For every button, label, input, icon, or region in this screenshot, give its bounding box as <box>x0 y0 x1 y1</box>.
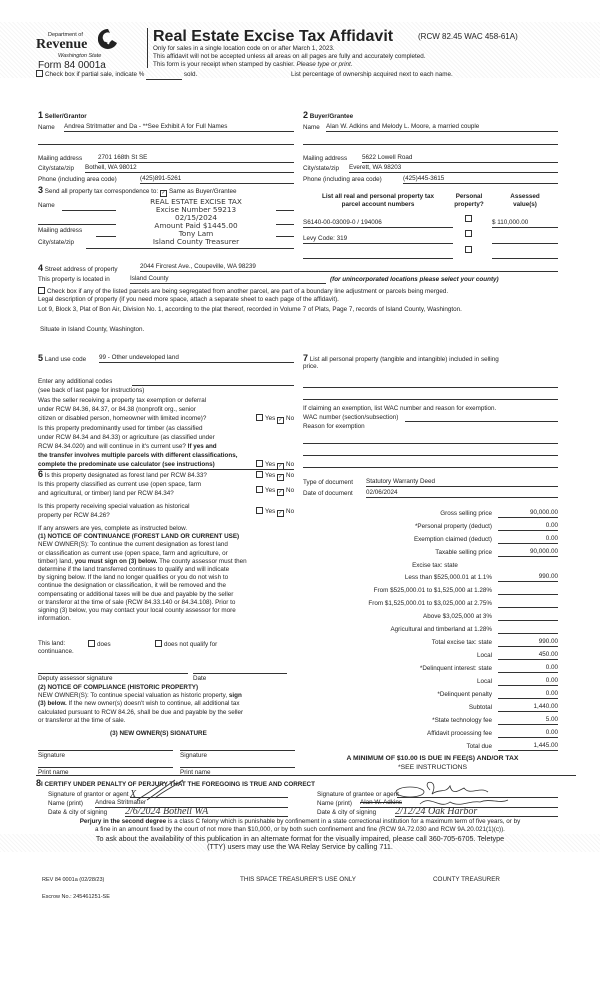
q1-yes-checkbox[interactable] <box>256 414 263 421</box>
current-use-no-checkbox[interactable]: ✓ <box>278 489 283 495</box>
no-label: No <box>286 461 295 468</box>
section-title: Buyer/Grantee <box>309 113 354 120</box>
personal-property-checkbox[interactable] <box>465 246 472 253</box>
question-text: complete the predominate use calculator (see instructions) <box>38 460 294 470</box>
does-not-label: does not qualify for <box>164 641 218 648</box>
partial-sale-row <box>36 70 197 80</box>
seller-city-field[interactable]: Bothell, WA 98012 <box>85 164 294 173</box>
buyer-mail-field[interactable]: 5622 Lowell Road <box>362 154 558 163</box>
legal-description-label: Legal description of property (if you need more space, attach a separate sheet to each page of the affidavit). <box>38 296 339 303</box>
section-number: 8 <box>36 778 42 788</box>
calc-label: Exemption claimed (deduct) <box>413 536 492 543</box>
revenue-logo-text: Revenue <box>36 37 88 52</box>
segregated-checkbox[interactable] <box>38 287 45 294</box>
calc-label: From $1,525,000.01 to $3,025,000 at 2.75% <box>368 600 492 607</box>
print-name-line[interactable] <box>38 767 173 768</box>
dept-label: Department of <box>48 32 83 38</box>
calc-value-field[interactable] <box>498 625 558 634</box>
does-not-qualify-checkbox[interactable] <box>155 640 162 647</box>
calc-label: *State technology fee <box>432 717 492 724</box>
accessibility-note: To ask about the availability of this publication in an alternate format for the visually impaired, please call 360-705-6705. Teletype <box>95 834 505 843</box>
additional-codes-field[interactable] <box>132 377 294 386</box>
revision-label: REV 84 0001a (02/28/23) <box>42 877 105 883</box>
calc-label: Total excise tax: state <box>431 639 492 646</box>
notice-of-compliance: (2) NOTICE OF COMPLIANCE (HISTORIC PROPERTY) NEW OWNER(S): To continue special valuation as historic property, sign (3) below. If the new owner(s) doesn't wish to continue, all additional tax calculated pursuant to RCW 84.26, shall be due and payable by the seller or transferor at the time of sale. <box>38 684 244 724</box>
calc-value-field[interactable]: 0.00 <box>498 664 558 673</box>
reason-field[interactable] <box>303 447 558 456</box>
date-city-label: Date & city of signing <box>317 809 377 816</box>
personal-property-label: List all personal property (tangible and intangible) included in selling <box>309 356 499 363</box>
deputy-date-line[interactable] <box>193 673 287 674</box>
legal-description-text[interactable]: Situate in Island County, Washington. <box>40 326 145 333</box>
reason-field[interactable] <box>303 459 558 468</box>
personal-property-label: price. <box>303 363 319 370</box>
notice-of-continuance: If any answers are yes, complete as instructed below. (1) NOTICE OF CONTINUANCE (FOREST LAND OR CURRENT USE) NEW OWNER(S): To continue the current designation as forest land or classification as current use (open space, farm and agriculture, or timber) land, you must sign on (3) below. The county assessor must then determine if the land transferred continues to qualify and will indicate by signing below. If the land no longer qualifies or you do not wish to continue the designation or classification, it will be removed and the compensating or additional taxes will be due and payable by the seller or transferor at the time of sale (RCW 84.33.140 or 84.34.108). Prior to signing (3) below, you may contact your local county assessor for more information. <box>38 525 247 623</box>
legal-description-text[interactable]: Lot 9, Block 3, Plat of Bon Air, Division No. 1, according to the plat thereof, recorded in Volume 7 of Plats, Page 7, records of Island County, Washington. <box>38 306 462 313</box>
certify-title: I CERTIFY UNDER PENALTY OF PERJURY THAT THE FOREGOING IS TRUE AND CORRECT <box>41 781 315 788</box>
calc-label: Total due <box>466 743 492 750</box>
buyer-name-label: Name <box>303 124 320 131</box>
partial-percent-field[interactable] <box>146 71 182 80</box>
yes-label: Yes <box>265 472 276 479</box>
calc-label: Agricultural and timberland at 1.28% <box>390 626 492 633</box>
print-name-line[interactable] <box>180 767 295 768</box>
doc-type-field[interactable]: Statutory Warranty Deed <box>366 478 558 487</box>
doc-date-field[interactable]: 02/06/2024 <box>366 489 558 498</box>
buyer-name-field-2[interactable] <box>303 136 558 145</box>
section-number: 1 <box>38 110 44 120</box>
continuance-label: continuance. <box>38 648 74 655</box>
calc-label: Less than $525,000.01 at 1.1% <box>404 574 492 581</box>
segregated-label: Check box if any of the listed parcels are being segregated from another parcel, are part of a boundary line adjustment or parcels being merged. <box>47 288 449 295</box>
grantor-date-field[interactable]: 2/6/2024 Bothell WA <box>125 806 288 817</box>
yes-label: Yes <box>265 487 276 494</box>
calc-value-field[interactable]: 990.00 <box>498 573 558 582</box>
question-text: If yes and <box>187 443 217 450</box>
subtitle-line: Only for sales in a single location code on or after March 1, 2023. <box>153 45 335 52</box>
question-text: Was the seller receiving a property tax exemption or deferral <box>38 397 207 404</box>
section-number: 7 <box>303 353 309 363</box>
q1-no-checkbox[interactable]: ✓ <box>278 417 283 423</box>
corr-city-label: City/state/zip <box>38 239 75 246</box>
calc-value-field[interactable]: 1,440.00 <box>498 703 558 712</box>
question-text: citizen or disabled person, homeowner with limited income)? <box>38 415 207 422</box>
escrow-number: Escrow No.: 245461251-SE <box>42 894 110 900</box>
parcel-header: parcel account numbers <box>341 200 415 208</box>
new-owner-signature-title: (3) NEW OWNER(S) SIGNATURE <box>110 730 207 737</box>
deputy-signature-line[interactable] <box>38 673 188 674</box>
calc-value-field[interactable]: 5.00 <box>498 716 558 725</box>
forest-yes-checkbox[interactable] <box>256 471 263 478</box>
treasurer-use-label: THIS SPACE TREASURER'S USE ONLY <box>240 876 356 883</box>
personal-property-checkbox[interactable] <box>465 215 472 222</box>
question-text: Is this property receiving special valuation as historical <box>38 503 190 510</box>
personal-property-field[interactable] <box>303 379 558 388</box>
question-text: and agricultural, or timber) land per RCW 84.34? <box>38 490 174 497</box>
calc-value-field[interactable]: 1,445.00 <box>498 742 558 751</box>
calc-value-field[interactable]: 0.00 <box>498 522 558 531</box>
q2-yes-checkbox[interactable] <box>256 460 263 467</box>
yes-label: Yes <box>265 461 276 468</box>
section-number: 5 <box>38 353 44 363</box>
parcel-field[interactable]: Levy Code: 319 <box>303 235 453 244</box>
yes-label: Yes <box>265 508 276 515</box>
print-name-label: Print name <box>180 769 211 776</box>
calc-value-field[interactable]: 0.00 <box>498 677 558 686</box>
treasurer-stamp <box>116 198 276 246</box>
seller-mail-label: Mailing address <box>38 155 83 162</box>
calc-value-field[interactable] <box>498 586 558 595</box>
assessed-header: Assessed <box>510 193 540 200</box>
seller-phone-field[interactable]: (425)891-5261 <box>140 175 294 184</box>
buyer-city-field[interactable]: Everett, WA 98203 <box>349 164 558 173</box>
located-label: This property is located in <box>38 276 110 283</box>
question-text: property per RCW 84.26? <box>38 512 110 519</box>
divider <box>36 775 576 776</box>
forest-no-checkbox[interactable]: ✓ <box>278 474 283 480</box>
seller-mail-field[interactable]: 2701 168th St SE <box>98 154 294 163</box>
same-as-buyer-checkbox[interactable]: ✓ <box>161 190 166 196</box>
grantor-signature-field[interactable]: X <box>130 789 288 798</box>
subtitle-line: This affidavit will not be accepted unless all areas on all pages are fully and accurately completed. <box>153 53 426 60</box>
buyer-city-label: City/state/zip <box>303 165 340 172</box>
buyer-phone-field[interactable]: (425)445-3615 <box>403 175 558 184</box>
question-text: RCW 84.34.020) and will continue in it's current use? <box>38 443 186 450</box>
name-print-label: Name (print) <box>317 800 352 807</box>
grantee-signature-label: Signature of grantee or agent <box>317 791 399 798</box>
stamp-line: Tony Lam <box>178 229 214 238</box>
wac-label: WAC number (section/subsection) <box>303 414 399 421</box>
perjury-text: is a class C felony which is punishable by confinement in a state correctional institution for a maximum term of five years, or by <box>167 818 521 825</box>
state-label: Washington State <box>58 53 102 59</box>
type-or-print-note: Please type or print. <box>296 61 353 68</box>
same-as-buyer-label: Same as Buyer/Grantee <box>168 188 237 195</box>
stamp-line: REAL ESTATE EXCISE TAX <box>150 197 242 206</box>
sold-label: sold. <box>183 71 198 78</box>
calc-label: Taxable selling price <box>435 549 492 556</box>
date-city-label: Date & city of signing <box>48 809 108 816</box>
yes-label: Yes <box>265 415 276 422</box>
seller-name-label: Name <box>38 124 55 131</box>
rcw-reference: (RCW 82.45 WAC 458-61A) <box>418 32 518 41</box>
calc-label: Subtotal <box>468 704 492 711</box>
assessed-value-field[interactable]: $ 110,000.00 <box>492 219 558 228</box>
page-title: Real Estate Excise Tax Affidavit <box>153 28 394 45</box>
question-text: under RCW 84.34 and 84.33) or agriculture (as classified under <box>38 434 215 441</box>
calc-label: Local <box>476 678 492 685</box>
see-instructions: *SEE INSTRUCTIONS <box>397 764 468 771</box>
question-text: Is this property designated as forest land per RCW 84.33? <box>44 472 207 479</box>
historical-yes-checkbox[interactable] <box>256 507 263 514</box>
partial-sale-label: Check box if partial sale, indicate % <box>45 71 145 78</box>
owner-signature-line[interactable] <box>38 750 173 751</box>
no-label: No <box>286 415 295 422</box>
minimum-notice: A MINIMUM OF $10.00 IS DUE IN FEE(S) AND/OR TAX <box>346 755 519 762</box>
ownership-note: List percentage of ownership acquired next to each name. <box>291 71 453 78</box>
calc-label: *Delinquent penalty <box>437 691 492 698</box>
calc-label: Affidavit processing fee <box>427 730 492 737</box>
deputy-label: Deputy assessor signature <box>38 675 113 682</box>
historical-no-checkbox[interactable]: ✓ <box>278 510 283 516</box>
calc-value-field[interactable]: 0.00 <box>498 535 558 544</box>
question-text: under RCW 84.36, 84.37, or 84.38 (nonprofit org., senior <box>38 406 196 413</box>
signature-label: Signature <box>38 752 65 759</box>
assessed-value-field[interactable] <box>492 235 558 244</box>
section-number: 4 <box>38 263 44 273</box>
calc-value-field[interactable]: 0.00 <box>498 729 558 738</box>
wac-field[interactable] <box>405 413 558 422</box>
perjury-bold: Perjury in the second degree <box>79 818 167 825</box>
parcel-header: List all real and personal property tax <box>322 193 434 200</box>
doc-date-label: Date of document <box>303 490 353 497</box>
reason-field[interactable] <box>303 435 558 444</box>
header-divider <box>147 28 148 68</box>
calc-label: Local <box>476 652 492 659</box>
grantee-date-field[interactable]: 2/12/24 Oak Harbor <box>395 806 558 817</box>
q2-no-checkbox[interactable]: ✓ <box>278 463 283 469</box>
question-text: Is this property predominantly used for timber (as classified <box>38 425 203 432</box>
section-number: 6 <box>38 469 44 479</box>
question-text: the transfer involves multiple parcels with different classifications, <box>38 452 238 459</box>
personal-property-checkbox[interactable] <box>465 230 472 237</box>
parcel-field[interactable] <box>303 250 453 259</box>
parcel-field[interactable]: S6140-00-03009-0 / 194006 <box>303 219 453 228</box>
dor-logo-icon <box>98 28 118 50</box>
personal-header: Personal <box>455 193 483 200</box>
calc-value-field[interactable] <box>498 612 558 621</box>
subtitle-line: This form is your receipt when stamped by cashier. <box>153 61 295 68</box>
buyer-name-field[interactable]: Alan W. Adkins and Melody L. Moore, a married couple <box>326 123 558 132</box>
grantor-name-field[interactable]: Andrea Stritmatter <box>95 799 288 808</box>
excise-header: Excise tax: state <box>412 562 458 569</box>
calc-value-field[interactable]: 450.00 <box>498 651 558 660</box>
see-back-note: (see back of last page for instructions) <box>38 387 145 394</box>
calc-label: *Personal property (deduct) <box>414 523 492 530</box>
signature-label: Signature <box>180 752 207 759</box>
calc-value-field[interactable]: 90,000.00 <box>498 509 558 518</box>
no-label: No <box>286 487 295 494</box>
land-use-label: Land use code <box>44 356 87 363</box>
personal-header: property? <box>454 200 484 208</box>
street-address-label: Street address of property <box>44 266 118 273</box>
no-label: No <box>286 472 295 479</box>
county-select[interactable]: Island County <box>130 275 326 284</box>
stamp-line: Excise Number 59213 <box>155 205 237 214</box>
corr-name-label: Name <box>38 202 55 209</box>
personal-property-field[interactable] <box>303 391 558 400</box>
seller-phone-label: Phone (including area code) <box>38 176 117 183</box>
section-number: 2 <box>303 110 309 120</box>
stamp-line: Island County Treasurer <box>152 237 240 246</box>
current-use-yes-checkbox[interactable] <box>256 486 263 493</box>
question-text: Is this property classified as current use (open space, farm <box>38 481 202 488</box>
owner-signature-line[interactable] <box>180 750 295 751</box>
additional-codes-label: Enter any additional codes <box>38 378 113 385</box>
buyer-mail-label: Mailing address <box>303 155 348 162</box>
calc-label: Gross selling price <box>440 510 492 517</box>
calc-value-field[interactable]: 90,000.00 <box>498 548 558 557</box>
grantor-signature-label: Signature of grantor or agent <box>48 791 129 798</box>
no-label: No <box>286 508 295 515</box>
print-name-label: Print name <box>38 769 69 776</box>
unincorporated-note: (for unincorporated locations please select your county) <box>330 276 499 283</box>
seller-name-field[interactable]: Andrea Stritmatter and Da - **See Exhibit A for Full Names <box>64 123 294 132</box>
partial-sale-checkbox[interactable] <box>36 70 43 77</box>
calc-value-field[interactable] <box>498 599 558 608</box>
assessed-value-field[interactable] <box>492 250 558 259</box>
seller-city-label: City/state/zip <box>38 165 75 172</box>
exemption-note: If claiming an exemption, list WAC number and reason for exemption. <box>303 405 497 412</box>
grantee-name-field[interactable]: Alan W. Adkins <box>360 799 558 808</box>
stamp-line: 02/15/2024 <box>174 213 218 222</box>
tax-corr-label: Send all property tax correspondence to: <box>44 188 159 195</box>
street-address-field[interactable]: 2044 Fircrest Ave., Coupeville, WA 98239 <box>140 263 558 272</box>
calc-value-field[interactable]: 990.00 <box>498 638 558 647</box>
calc-value-field[interactable]: 0.00 <box>498 690 558 699</box>
section-title: Seller/Grantor <box>44 113 87 120</box>
buyer-phone-label: Phone (including area code) <box>303 176 382 183</box>
seller-name-field-2[interactable] <box>38 136 294 145</box>
calc-label: Above $3,025,000 at 3% <box>423 613 492 620</box>
does-qualify-checkbox[interactable] <box>88 640 95 647</box>
corr-mail-label: Mailing address <box>38 227 83 234</box>
name-print-label: Name (print) <box>48 800 83 807</box>
form-number: Form 84 0001a <box>38 60 106 71</box>
land-use-field[interactable]: 99 - Other undeveloped land <box>99 354 294 363</box>
perjury-text: a fine in an amount fixed by the court of not more than $10,000, or by both such confinement and fine (RCW 9A.72.030 and RCW 9A.20.021(1)(c)). <box>95 826 505 833</box>
this-land-label: This land: <box>38 640 66 647</box>
doc-type-label: Type of document <box>303 479 354 486</box>
stamp-line: Amount Paid $1445.00 <box>154 221 238 230</box>
calc-label: From $525,000.01 to $1,525,000 at 1.28% <box>373 587 492 594</box>
county-treasurer-label: COUNTY TREASURER <box>433 876 500 883</box>
assessed-header: value(s) <box>513 200 537 208</box>
tty-note: (TTY) users may use the WA Relay Service by calling 711. <box>207 842 393 851</box>
date-label: Date <box>193 675 207 682</box>
section-number: 3 <box>38 185 44 195</box>
reason-label: Reason for exemption <box>303 423 365 430</box>
does-label: does <box>97 641 111 648</box>
calc-label: *Delinquent interest: state <box>419 665 492 672</box>
